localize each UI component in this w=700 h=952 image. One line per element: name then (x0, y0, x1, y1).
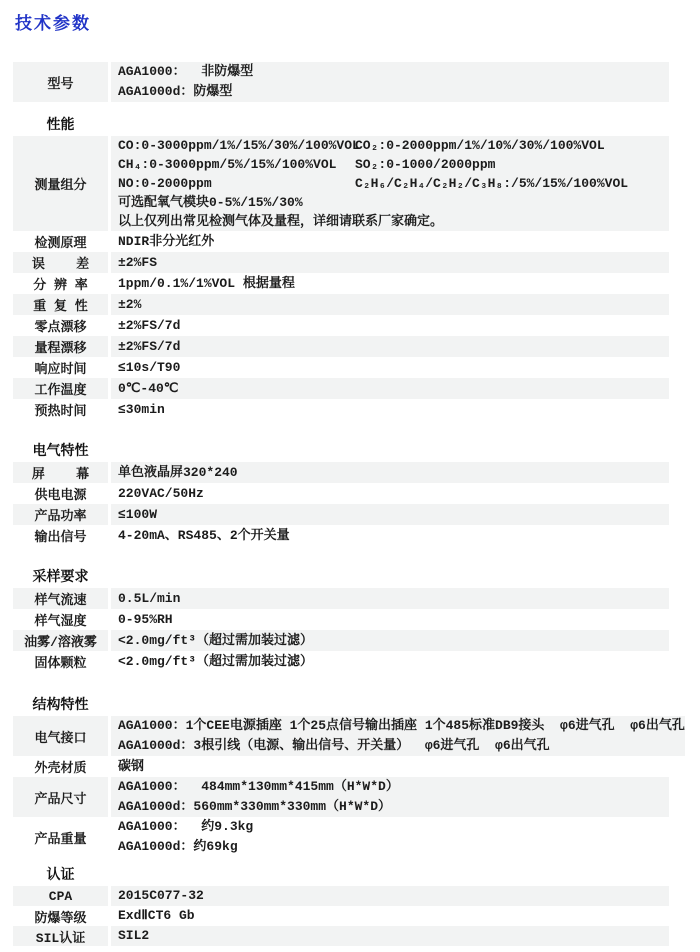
value-line: <2.0mg/ft³（超过需加装过滤） (118, 632, 314, 648)
row-label: 油雾/溶液雾 (13, 630, 108, 651)
row-value (111, 777, 669, 817)
row-label: 检测原理 (13, 231, 108, 252)
gas-range-ch4: CH₄:0-3000ppm/5%/15%/100%VOL (118, 157, 337, 172)
table-row (13, 399, 669, 420)
row-value (111, 273, 669, 294)
row-value (111, 756, 669, 777)
row-value (111, 588, 669, 609)
row-value (111, 336, 669, 357)
table-row (13, 504, 669, 525)
table-row (13, 462, 669, 483)
section-header-electrical: 电气特性 (32, 442, 89, 458)
value-line: 0-95%RH (118, 611, 173, 627)
value-line: 1ppm/0.1%/1%VOL 根据量程 (118, 275, 295, 291)
table-row (13, 651, 669, 672)
section-header-performance: 性能 (46, 116, 75, 132)
row-value (111, 630, 669, 651)
row-value (111, 817, 669, 857)
table-row (13, 588, 669, 609)
value-line: AGA1000d：3根引线（电源、输出信号、开关量） φ6进气孔 φ6出气孔 (118, 738, 550, 753)
row-label: 响应时间 (13, 357, 108, 378)
row-value (111, 62, 669, 102)
value-line: 0.5L/min (118, 590, 181, 606)
row-value (111, 906, 669, 926)
table-row (13, 886, 669, 906)
row-label: 误 差 (13, 252, 108, 273)
row-label: 重 复 性 (13, 294, 108, 315)
section-header-sampling: 采样要求 (32, 568, 89, 584)
row-label: 型号 (13, 62, 108, 102)
row-value (111, 399, 669, 420)
table-row (13, 926, 669, 946)
row-value (111, 483, 669, 504)
row-label: 样气湿度 (13, 609, 108, 630)
table-row-dimensions (13, 777, 669, 817)
table-row (13, 357, 669, 378)
value-line: ExdⅡCT6 Gb (118, 908, 195, 923)
value-line: AGA1000： 非防爆型 (118, 64, 254, 79)
spec-table (13, 62, 685, 946)
value-line: 4-20mA、RS485、2个开关量 (118, 527, 290, 543)
table-row (13, 315, 669, 336)
table-row-electrical-interface (13, 716, 685, 756)
value-line: 碳钢 (118, 758, 145, 774)
table-row (13, 630, 669, 651)
gas-range-no: NO:0-2000ppm (118, 176, 212, 191)
row-label: 测量组分 (13, 136, 108, 231)
value-line: NDIR非分光红外 (118, 233, 215, 249)
row-label: 量程漂移 (13, 336, 108, 357)
row-label: 预热时间 (13, 399, 108, 420)
value-line: AGA1000： 约9.3kg (118, 819, 254, 834)
row-value (111, 525, 669, 546)
table-row (13, 378, 669, 399)
value-line: SIL2 (118, 928, 150, 943)
table-row (13, 906, 669, 926)
row-label: 产品功率 (13, 504, 108, 525)
table-row-weight (13, 817, 669, 857)
row-label: 零点漂移 (13, 315, 108, 336)
row-value (111, 252, 669, 273)
section-header-structure: 结构特性 (32, 696, 89, 712)
oxygen-module-note: 可选配氧气模块0-5%/15%/30% (118, 195, 303, 210)
table-row (13, 756, 669, 777)
row-value (111, 716, 685, 756)
row-value (111, 315, 669, 336)
value-line (118, 155, 669, 174)
row-value (111, 136, 669, 231)
value-line: <2.0mg/ft³（超过需加装过滤） (118, 653, 314, 669)
row-label: 外壳材质 (13, 756, 108, 777)
value-line: 2015C077-32 (118, 888, 204, 903)
table-row-measured-components (13, 136, 669, 231)
value-line (118, 174, 669, 193)
row-label: 电气接口 (13, 716, 108, 756)
value-line: AGA1000d：560mm*330mm*330mm（H*W*D） (118, 799, 392, 814)
value-line: AGA1000d：防爆型 (118, 84, 233, 99)
table-row-model (13, 62, 669, 102)
table-row (13, 273, 669, 294)
table-row (13, 525, 669, 546)
row-value (111, 609, 669, 630)
table-row (13, 483, 669, 504)
row-value (111, 378, 669, 399)
row-label: 分 辨 率 (13, 273, 108, 294)
row-label: 固体颗粒 (13, 651, 108, 672)
value-line: 单色液晶屏320*240 (118, 464, 238, 480)
value-line: 0℃-40℃ (118, 380, 179, 396)
gas-range-co2: CO₂:0-2000ppm/1%/10%/30%/100%VOL (355, 138, 605, 153)
row-label: 供电电源 (13, 483, 108, 504)
table-row (13, 294, 669, 315)
table-row (13, 609, 669, 630)
row-value (111, 886, 669, 906)
row-label: 工作温度 (13, 378, 108, 399)
value-line: ≤100W (118, 506, 158, 522)
row-label: 防爆等级 (13, 906, 108, 926)
gas-range-co: CO:0-3000ppm/1%/15%/30%/100%VOL (118, 138, 360, 153)
value-line: ±2%FS (118, 254, 158, 270)
row-label: 样气流速 (13, 588, 108, 609)
section-header-certification: 认证 (46, 866, 75, 882)
value-line: ±2%FS/7d (118, 317, 181, 333)
gas-range-so2: SO₂:0-1000/2000ppm (355, 157, 496, 172)
table-row (13, 252, 669, 273)
value-line (118, 136, 669, 155)
row-label: SIL认证 (13, 926, 108, 946)
value-line: ≤30min (118, 401, 165, 417)
table-row (13, 336, 669, 357)
row-label: 产品重量 (13, 817, 108, 857)
row-label: 输出信号 (13, 525, 108, 546)
row-label: 屏 幕 (13, 462, 108, 483)
table-row (13, 231, 669, 252)
value-line: AGA1000：1个CEE电源插座 1个25点信号输出插座 1个485标准DB9接头 φ6进气孔 φ6出气孔 (118, 718, 685, 733)
value-line: AGA1000d：约69kg (118, 839, 238, 854)
row-label: CPA (13, 886, 108, 906)
value-line: 220VAC/50Hz (118, 485, 204, 501)
row-value (111, 231, 669, 252)
row-value (111, 294, 669, 315)
value-line: ±2%FS/7d (118, 338, 181, 354)
row-value (111, 462, 669, 483)
gas-range-hydrocarbons: C₂H₆/C₂H₄/C₂H₂/C₃H₈:/5%/15%/100%VOL (355, 176, 629, 191)
row-value (111, 926, 669, 946)
contact-factory-note: 以上仅列出常见检测气体及量程，详细请联系厂家确定。 (118, 214, 444, 229)
value-line: ≤10s/T90 (118, 359, 181, 375)
page-title: 技术参数 (15, 14, 91, 33)
row-value (111, 357, 669, 378)
row-value (111, 504, 669, 525)
row-value (111, 651, 669, 672)
row-label: 产品尺寸 (13, 777, 108, 817)
value-line: ±2% (118, 296, 142, 312)
value-line: AGA1000： 484mm*130mm*415mm（H*W*D） (118, 779, 399, 794)
